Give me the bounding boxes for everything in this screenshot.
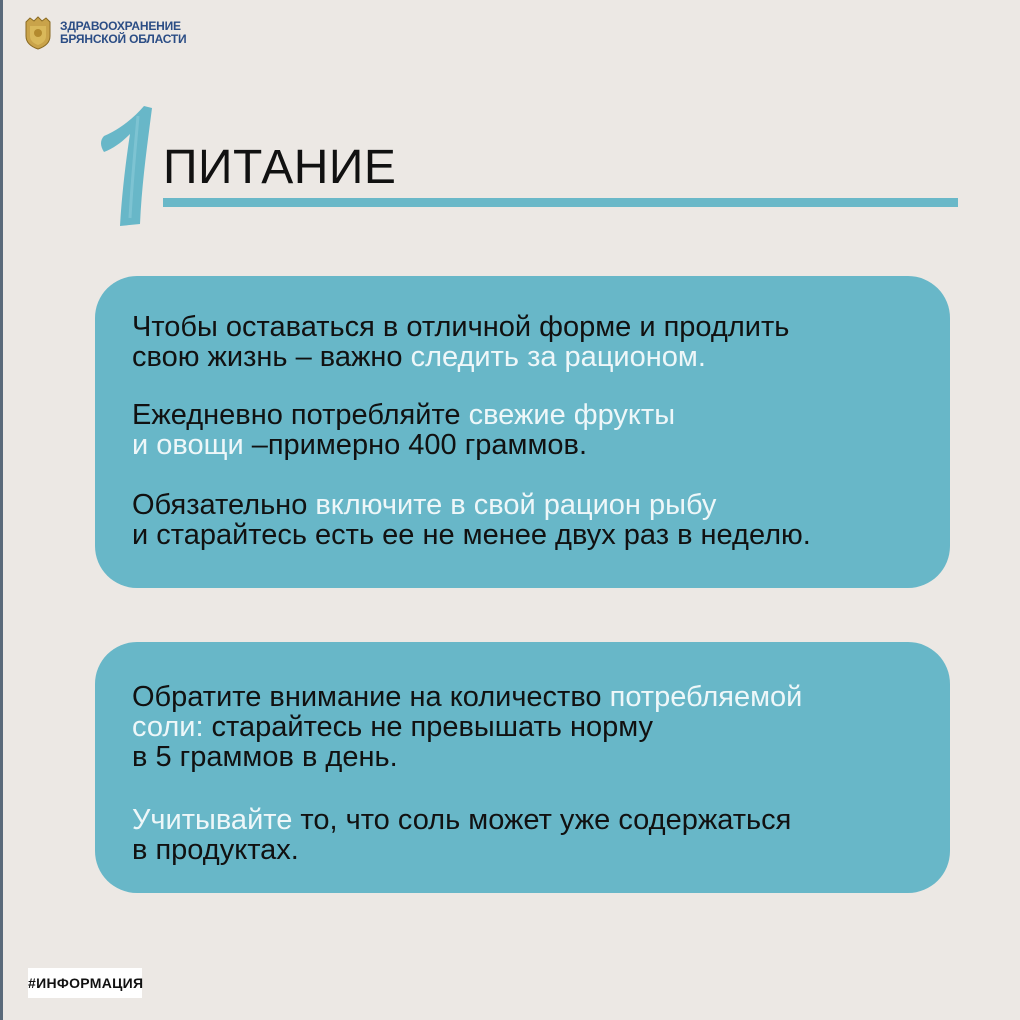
info-card-salt — [95, 642, 950, 893]
highlight-text: потребляемой — [609, 681, 803, 713]
text: и старайтесь есть ее не менее двух раз в неделю. — [132, 519, 811, 551]
highlight-text: соли: — [132, 711, 204, 743]
info-card-diet — [95, 276, 950, 588]
title-underline — [163, 198, 958, 207]
brand-name — [60, 20, 186, 46]
section-number — [92, 100, 162, 230]
paragraph-fish — [132, 490, 811, 550]
highlight-text: Учитывайте — [132, 804, 293, 836]
left-edge-rule — [0, 0, 3, 1020]
text: то, что соль может уже содержаться — [292, 804, 792, 836]
hashtag-label: #ИНФОРМАЦИЯ — [28, 968, 142, 998]
text: Обязательно — [132, 489, 316, 521]
brand-line-2: БРЯНСКОЙ ОБЛАСТИ — [60, 32, 187, 46]
highlight-text: включите в свой рацион рыбу — [315, 489, 717, 521]
brand-line-1: ЗДРАВООХРАНЕНИЕ — [60, 19, 181, 33]
text: Чтобы оставаться в отличной форме и продлить — [132, 311, 790, 343]
coat-of-arms-icon — [22, 16, 54, 50]
text: свою жизнь – важно — [132, 341, 411, 373]
highlight-text: свежие фрукты — [468, 399, 676, 431]
highlight-text: и овощи — [132, 429, 244, 461]
section-title: ПИТАНИЕ — [163, 141, 397, 194]
paragraph-products — [132, 805, 791, 865]
text: старайтесь не превышать норму — [203, 711, 653, 743]
highlight-text: следить за рационом. — [410, 341, 706, 373]
text: –примерно 400 граммов. — [243, 429, 588, 461]
text: Обратите внимание на количество — [132, 681, 610, 713]
text: в продуктах. — [132, 834, 299, 866]
paragraph-salt — [132, 682, 802, 772]
text: в 5 граммов в день. — [132, 741, 398, 773]
paragraph-fruits — [132, 400, 675, 460]
brand-logo — [22, 16, 186, 50]
paragraph-diet — [132, 312, 789, 372]
text: Ежедневно потребляйте — [132, 399, 469, 431]
